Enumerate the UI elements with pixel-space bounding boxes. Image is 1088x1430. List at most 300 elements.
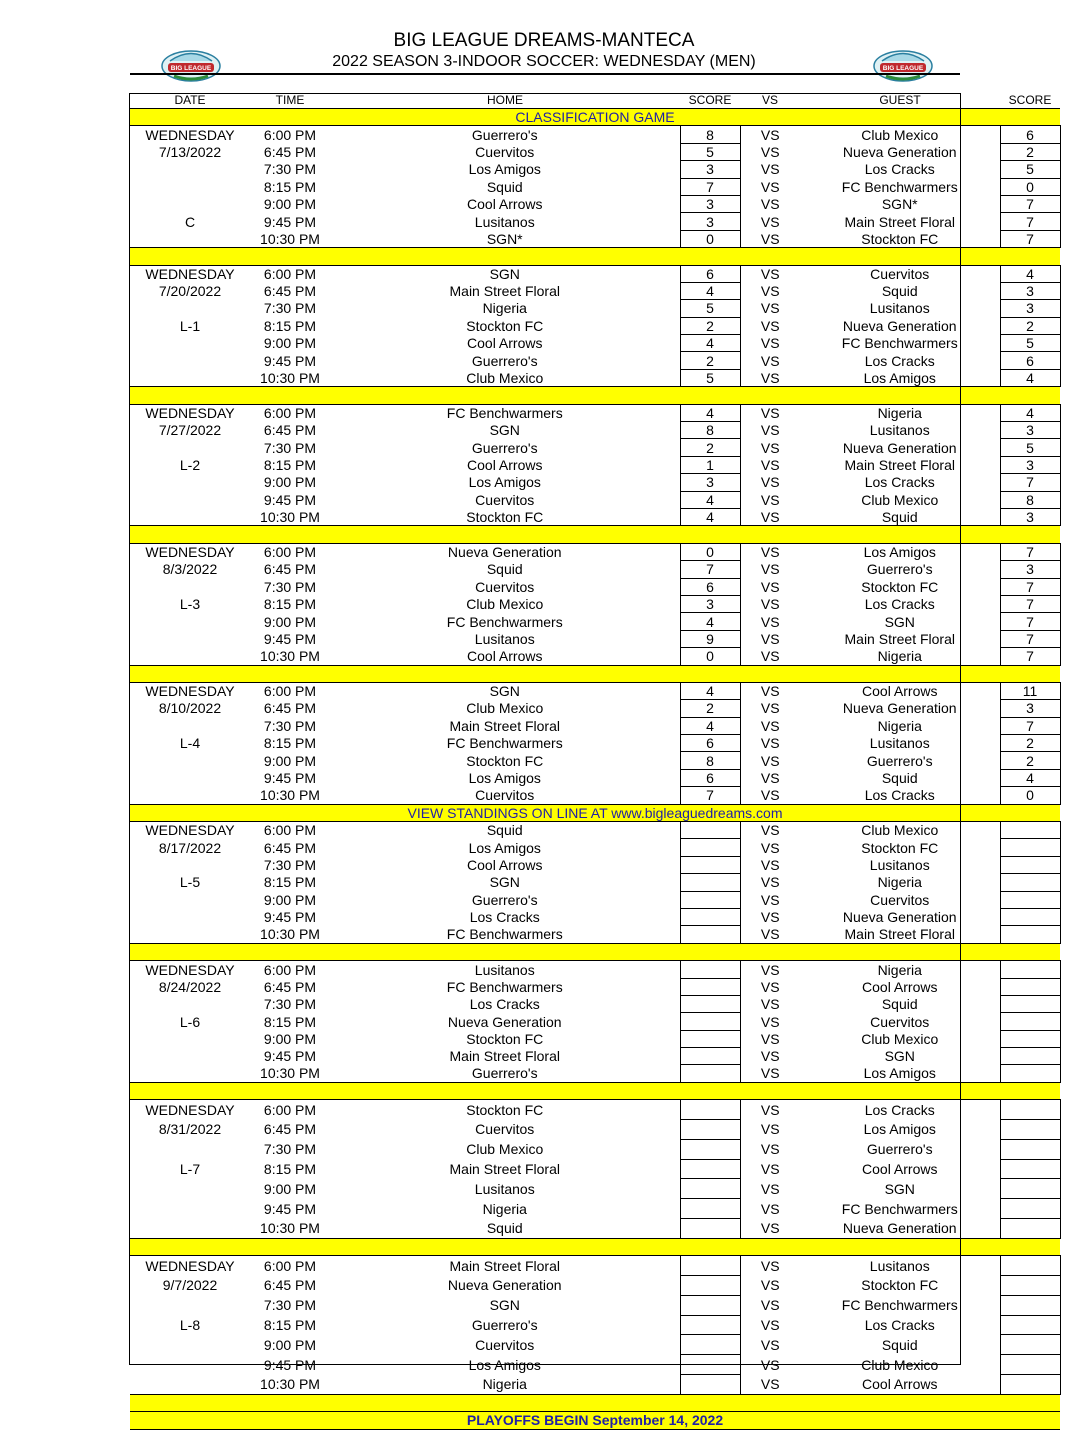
guest-team: Nigeria	[877, 405, 922, 422]
week-separator	[130, 943, 1060, 960]
home-team: Cuervitos	[475, 1336, 535, 1353]
guest-score	[1000, 1139, 1060, 1159]
table-row	[130, 422, 1060, 439]
date-cell	[130, 995, 250, 1012]
time-cell: 6:00 PM	[263, 683, 317, 700]
home-score	[680, 856, 740, 873]
guest-team: Nigeria	[877, 874, 922, 891]
vs-cell: VS	[760, 283, 780, 300]
vs-cell: VS	[760, 1317, 780, 1334]
table-row	[130, 700, 1060, 717]
home-team: Guerrero's	[471, 439, 538, 456]
time-cell: 9:45 PM	[263, 213, 317, 230]
time-cell: 9:00 PM	[263, 1180, 317, 1197]
guest-team: Nigeria	[877, 961, 922, 978]
vs-cell: VS	[760, 561, 780, 578]
home-score	[680, 978, 740, 995]
table-row	[130, 926, 1060, 943]
time-cell: 7:30 PM	[263, 161, 317, 178]
guest-score: 4	[1000, 769, 1060, 786]
table-row	[130, 1013, 1060, 1030]
home-team: SGN	[489, 874, 520, 891]
home-team: Club Mexico	[466, 1141, 544, 1158]
week-separator	[130, 665, 1060, 682]
time-cell: 6:45 PM	[263, 978, 317, 995]
vs-cell: VS	[760, 822, 780, 839]
date-cell	[130, 178, 250, 195]
date-cell	[130, 769, 250, 786]
guest-score: 7	[1000, 195, 1060, 212]
vs-cell: VS	[760, 1356, 780, 1373]
vs-cell: VS	[760, 874, 780, 891]
vs-cell: VS	[760, 508, 780, 525]
time-cell: 9:45 PM	[263, 909, 317, 926]
date-cell	[130, 230, 250, 247]
time-cell: 6:00 PM	[263, 544, 317, 561]
guest-team: Cool Arrows	[862, 1376, 938, 1393]
table-row	[130, 1159, 1060, 1179]
home-score: 5	[680, 300, 740, 317]
vs-cell: VS	[760, 856, 780, 873]
home-score: 6	[680, 578, 740, 595]
guest-score	[1000, 1375, 1060, 1395]
time-cell: 8:15 PM	[263, 596, 317, 613]
date-cell: WEDNESDAY	[145, 1257, 235, 1274]
guest-score	[1000, 1295, 1060, 1315]
week-separator-text	[130, 943, 1060, 960]
home-team: Lusitanos	[474, 961, 535, 978]
guest-score: 5	[1000, 335, 1060, 352]
guest-score: 7	[1000, 578, 1060, 595]
date-cell: 8/31/2022	[158, 1121, 222, 1138]
guest-score: 7	[1000, 213, 1060, 230]
guest-team: Stockton FC	[861, 839, 939, 856]
vs-cell: VS	[760, 1141, 780, 1158]
guest-team: Club Mexico	[861, 491, 939, 508]
guest-team: FC Benchwarmers	[841, 1200, 958, 1217]
table-row	[130, 126, 1060, 143]
home-team: Squid	[486, 561, 523, 578]
week-separator-text	[130, 1394, 1060, 1411]
time-cell: 9:45 PM	[263, 352, 317, 369]
guest-score: 2	[1000, 317, 1060, 334]
home-score: 3	[680, 213, 740, 230]
home-score: 3	[680, 195, 740, 212]
vs-cell: VS	[760, 1065, 780, 1082]
table-row	[130, 978, 1060, 995]
guest-score: 0	[1000, 178, 1060, 195]
table-row	[130, 1219, 1060, 1239]
time-cell: 9:45 PM	[263, 1048, 317, 1065]
guest-team: Main Street Floral	[844, 630, 955, 647]
vs-cell: VS	[760, 352, 780, 369]
table-row	[130, 404, 1060, 421]
time-cell: 6:00 PM	[263, 822, 317, 839]
col-home: HOME	[487, 93, 523, 107]
table-row	[130, 439, 1060, 456]
col-score-home: SCORE	[688, 93, 732, 107]
vs-cell: VS	[760, 1121, 780, 1138]
home-team: Nueva Generation	[447, 1013, 562, 1030]
time-cell: 9:00 PM	[263, 1030, 317, 1047]
column-headers	[130, 93, 1060, 109]
table-row	[130, 352, 1060, 369]
header-rule	[130, 73, 960, 75]
week-separator	[130, 1394, 1060, 1411]
vs-cell: VS	[760, 1336, 780, 1353]
week-separator-text	[130, 526, 1060, 543]
table-row	[130, 1256, 1060, 1276]
guest-score: 3	[1000, 561, 1060, 578]
time-cell: 6:45 PM	[263, 700, 317, 717]
vs-cell: VS	[760, 613, 780, 630]
home-team: Nigeria	[482, 1200, 527, 1217]
time-cell: 6:45 PM	[263, 283, 317, 300]
guest-team: Los Amigos	[863, 1121, 936, 1138]
guest-team: Squid	[881, 283, 918, 300]
guest-team: SGN	[884, 1180, 915, 1197]
svg-text:BIG LEAGUE: BIG LEAGUE	[170, 65, 212, 72]
home-score: 7	[680, 178, 740, 195]
time-cell: 6:45 PM	[263, 422, 317, 439]
guest-team: Los Cracks	[864, 161, 935, 178]
time-cell: 7:30 PM	[263, 1297, 317, 1314]
home-score: 7	[680, 787, 740, 804]
table-row	[130, 822, 1060, 839]
home-score	[680, 1219, 740, 1239]
week-separator-text	[130, 665, 1060, 682]
time-cell: 6:45 PM	[263, 1277, 317, 1294]
vs-cell: VS	[760, 1297, 780, 1314]
guest-score: 7	[1000, 648, 1060, 665]
vs-cell: VS	[760, 178, 780, 195]
date-cell: L-5	[179, 874, 201, 891]
home-team: Club Mexico	[466, 596, 544, 613]
home-team: Cuervitos	[475, 578, 535, 595]
home-team: FC Benchwarmers	[446, 926, 563, 943]
table-row	[130, 752, 1060, 769]
vs-cell: VS	[760, 161, 780, 178]
week-separator-text	[130, 1238, 1060, 1255]
home-score: 5	[680, 143, 740, 160]
home-team: FC Benchwarmers	[446, 735, 563, 752]
home-score: 2	[680, 700, 740, 717]
table-row	[130, 856, 1060, 873]
vs-cell: VS	[760, 1277, 780, 1294]
table-row	[130, 648, 1060, 665]
table-row	[130, 735, 1060, 752]
time-cell: 9:00 PM	[263, 474, 317, 491]
guest-score	[1000, 995, 1060, 1012]
guest-team: Nueva Generation	[842, 1220, 957, 1237]
home-score: 6	[680, 769, 740, 786]
time-cell: 9:45 PM	[263, 1356, 317, 1373]
date-cell	[130, 1179, 250, 1199]
vs-cell: VS	[760, 1376, 780, 1393]
guest-team: Cool Arrows	[862, 1161, 938, 1178]
home-team: Los Cracks	[469, 996, 540, 1013]
guest-score: 3	[1000, 300, 1060, 317]
guest-score	[1000, 874, 1060, 891]
guest-score	[1000, 961, 1060, 978]
table-row	[130, 995, 1060, 1012]
home-team: Cool Arrows	[467, 335, 543, 352]
guest-team: SGN	[884, 613, 915, 630]
guest-team: Los Cracks	[864, 474, 935, 491]
date-cell	[130, 1355, 250, 1375]
home-score	[680, 1013, 740, 1030]
table-row	[130, 543, 1060, 560]
vs-cell: VS	[760, 405, 780, 422]
date-cell: WEDNESDAY	[145, 961, 235, 978]
table-row	[130, 1030, 1060, 1047]
table-row	[130, 195, 1060, 212]
vs-cell: VS	[760, 1220, 780, 1237]
table-row	[130, 282, 1060, 299]
home-score	[680, 926, 740, 943]
table-row	[130, 369, 1060, 386]
home-team: Main Street Floral	[449, 1161, 560, 1178]
guest-team: Guerrero's	[866, 1141, 933, 1158]
guest-score	[1000, 1100, 1060, 1120]
league-logo-left	[160, 44, 222, 84]
guest-team: Main Street Floral	[844, 457, 955, 473]
home-score: 4	[680, 282, 740, 299]
time-cell: 8:15 PM	[263, 1013, 317, 1030]
home-score	[680, 1159, 740, 1179]
table-row	[130, 335, 1060, 352]
vs-cell: VS	[760, 596, 780, 613]
date-cell	[130, 1295, 250, 1315]
vs-cell: VS	[760, 422, 780, 439]
table-row	[130, 578, 1060, 595]
home-team: Los Amigos	[468, 161, 541, 178]
date-cell: WEDNESDAY	[145, 405, 235, 422]
guest-team: Cuervitos	[870, 1013, 930, 1030]
date-cell: L-3	[179, 596, 201, 613]
date-cell	[130, 856, 250, 873]
vs-cell: VS	[760, 335, 780, 352]
home-score: 4	[680, 613, 740, 630]
home-team: Nigeria	[482, 300, 527, 317]
guest-score	[1000, 1013, 1060, 1030]
vs-cell: VS	[760, 683, 780, 700]
time-cell: 9:00 PM	[263, 1336, 317, 1353]
table-row	[130, 1355, 1060, 1375]
home-team: Club Mexico	[466, 369, 544, 386]
vs-cell: VS	[760, 700, 780, 717]
guest-team: Cool Arrows	[862, 683, 938, 700]
guest-team: FC Benchwarmers	[841, 335, 958, 352]
guest-team: Los Amigos	[863, 369, 936, 386]
home-team: Main Street Floral	[449, 1257, 560, 1274]
date-cell	[130, 508, 250, 525]
standings-banner	[130, 804, 1060, 821]
guest-score	[1000, 1256, 1060, 1276]
guest-score: 2	[1000, 752, 1060, 769]
time-cell: 10:30 PM	[260, 1376, 320, 1393]
date-cell: L-2	[179, 457, 201, 473]
time-cell: 7:30 PM	[263, 439, 317, 456]
home-team: Los Amigos	[468, 474, 541, 491]
home-team: Nueva Generation	[447, 1277, 562, 1294]
date-cell: 7/27/2022	[158, 422, 222, 439]
time-cell: 6:00 PM	[263, 126, 317, 143]
table-row	[130, 1120, 1060, 1140]
table-row	[130, 1295, 1060, 1315]
standings-banner-text: VIEW STANDINGS ON LINE AT www.bigleaguedreams.com	[130, 804, 1060, 821]
guest-team: Nigeria	[877, 717, 922, 734]
date-cell: L-4	[179, 735, 201, 752]
table-row	[130, 474, 1060, 491]
home-score	[680, 961, 740, 978]
table-row	[130, 961, 1060, 978]
week-separator	[130, 526, 1060, 543]
guest-score	[1000, 926, 1060, 943]
guest-score: 4	[1000, 369, 1060, 386]
guest-team: Stockton FC	[861, 230, 939, 247]
guest-team: Main Street Floral	[844, 213, 955, 230]
guest-team: FC Benchwarmers	[841, 1297, 958, 1314]
time-cell: 10:30 PM	[260, 230, 320, 247]
vs-cell: VS	[760, 1048, 780, 1065]
date-cell: 7/13/2022	[158, 143, 222, 160]
col-date: DATE	[174, 93, 206, 107]
home-score	[680, 1030, 740, 1047]
time-cell: 8:15 PM	[263, 317, 317, 334]
vs-cell: VS	[760, 369, 780, 386]
vs-cell: VS	[760, 996, 780, 1013]
guest-score: 2	[1000, 143, 1060, 160]
date-cell	[130, 908, 250, 925]
home-team: Guerrero's	[471, 891, 538, 908]
guest-score: 7	[1000, 474, 1060, 491]
time-cell: 7:30 PM	[263, 1141, 317, 1158]
home-score: 6	[680, 265, 740, 282]
schedule-table	[130, 93, 1061, 1430]
time-cell: 9:00 PM	[263, 613, 317, 630]
guest-score	[1000, 1179, 1060, 1199]
home-score: 1	[680, 456, 740, 473]
time-cell: 10:30 PM	[260, 508, 320, 525]
time-cell: 9:45 PM	[263, 491, 317, 508]
guest-score	[1000, 1030, 1060, 1047]
date-cell: WEDNESDAY	[145, 544, 235, 561]
home-team: Nueva Generation	[447, 544, 562, 561]
date-cell: WEDNESDAY	[145, 683, 235, 700]
time-cell: 9:00 PM	[263, 752, 317, 769]
home-score: 3	[680, 474, 740, 491]
guest-score: 11	[1000, 682, 1060, 699]
date-cell	[130, 352, 250, 369]
schedule-body	[130, 93, 1060, 1429]
guest-score: 7	[1000, 613, 1060, 630]
guest-score	[1000, 908, 1060, 925]
home-score	[680, 1355, 740, 1375]
table-row	[130, 508, 1060, 525]
playoffs-banner	[130, 1412, 1060, 1429]
guest-score: 8	[1000, 491, 1060, 508]
guest-team: FC Benchwarmers	[841, 178, 958, 195]
vs-cell: VS	[760, 265, 780, 282]
home-team: Lusitanos	[474, 630, 535, 647]
guest-team: Nueva Generation	[842, 700, 957, 717]
home-score: 0	[680, 648, 740, 665]
home-score: 5	[680, 369, 740, 386]
vs-cell: VS	[760, 300, 780, 317]
guest-score	[1000, 1159, 1060, 1179]
home-score	[680, 1048, 740, 1065]
home-score: 3	[680, 161, 740, 178]
guest-team: Los Cracks	[864, 352, 935, 369]
vs-cell: VS	[760, 544, 780, 561]
home-score: 8	[680, 422, 740, 439]
vs-cell: VS	[760, 196, 780, 213]
time-cell: 6:45 PM	[263, 839, 317, 856]
home-team: FC Benchwarmers	[446, 405, 563, 422]
time-cell: 9:45 PM	[263, 1200, 317, 1217]
playoffs-banner-text: PLAYOFFS BEGIN September 14, 2022	[130, 1412, 1060, 1429]
guest-score	[1000, 1335, 1060, 1355]
home-score	[680, 1276, 740, 1296]
home-score: 0	[680, 230, 740, 247]
home-team: Stockton FC	[466, 508, 544, 525]
table-row	[130, 839, 1060, 856]
guest-team: Lusitanos	[869, 735, 930, 752]
date-cell: WEDNESDAY	[145, 126, 235, 143]
guest-team: Nueva Generation	[842, 317, 957, 334]
guest-team: Nigeria	[877, 648, 922, 665]
time-cell: 7:30 PM	[263, 300, 317, 317]
time-cell: 10:30 PM	[260, 1065, 320, 1082]
home-team: Main Street Floral	[449, 717, 560, 734]
guest-score: 7	[1000, 717, 1060, 734]
table-row	[130, 613, 1060, 630]
guest-team: Club Mexico	[861, 1356, 939, 1373]
home-team: Cool Arrows	[467, 196, 543, 213]
home-team: SGN	[489, 683, 520, 700]
vs-cell: VS	[760, 735, 780, 752]
date-cell	[130, 491, 250, 508]
guest-score: 4	[1000, 265, 1060, 282]
time-cell: 10:30 PM	[260, 369, 320, 386]
date-cell	[130, 1139, 250, 1159]
vs-cell: VS	[760, 717, 780, 734]
home-team: FC Benchwarmers	[446, 978, 563, 995]
guest-team: Squid	[881, 770, 918, 787]
guest-score	[1000, 1048, 1060, 1065]
table-row	[130, 1315, 1060, 1335]
home-score	[680, 874, 740, 891]
vs-cell: VS	[760, 1161, 780, 1178]
vs-cell: VS	[760, 1180, 780, 1197]
date-cell	[130, 335, 250, 352]
guest-score: 5	[1000, 161, 1060, 178]
table-row	[130, 300, 1060, 317]
home-score: 2	[680, 317, 740, 334]
date-cell	[130, 787, 250, 804]
svg-text:BIG LEAGUE: BIG LEAGUE	[882, 65, 924, 72]
guest-team: Stockton FC	[861, 1277, 939, 1294]
guest-team: Lusitanos	[869, 1257, 930, 1274]
home-team: Los Amigos	[468, 1356, 541, 1373]
vs-cell: VS	[760, 578, 780, 595]
guest-team: Cuervitos	[870, 265, 930, 282]
vs-cell: VS	[760, 1030, 780, 1047]
date-cell	[130, 369, 250, 386]
table-row	[130, 1276, 1060, 1296]
guest-score: 6	[1000, 352, 1060, 369]
